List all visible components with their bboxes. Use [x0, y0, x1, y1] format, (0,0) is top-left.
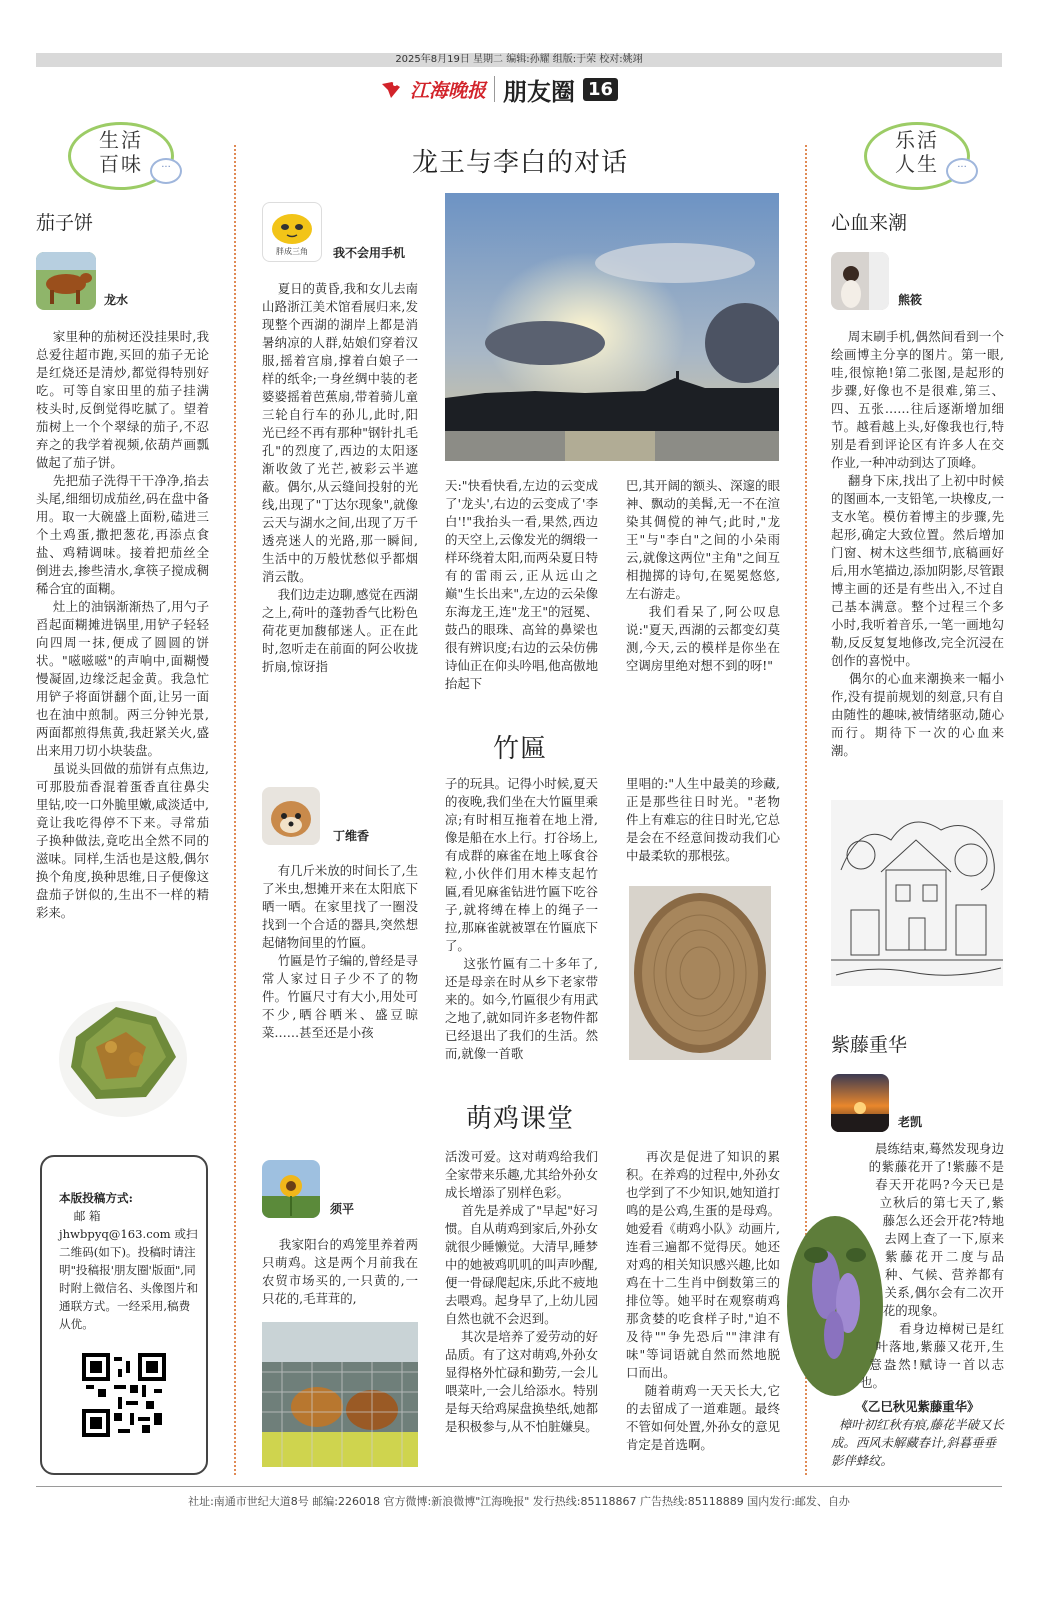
article-body-col3: 再次是促进了知识的累积。在养鸡的过程中,外孙女也学到了不少知识,她知道打鸣的是公鸡,生蛋的是母鸡。她爱看《萌鸡小队》动画片,连看三遍都不觉得厌。她还对鸡的相关知识感兴趣,比如鸡在十二生肖中倒数第三的排位等。她平时在观察萌鸡那贪婪的吃食样子时,"迫不及待""争先恐后""津津有味"等词语就自然而然地脱口而出。 随着萌鸡一天天长大,它的去留成了一道难题。最终不管如何处置,外孙女的意见肯定是首选啊。: [626, 1149, 780, 1452]
chickens-in-cage-photo: [262, 1322, 418, 1467]
qr-code[interactable]: [82, 1353, 166, 1437]
poem-title: 《乙巳秋见紫藤重华》: [855, 1399, 980, 1414]
article-title: 心血来潮: [831, 212, 908, 234]
article-body-intro: [831, 1140, 1004, 1394]
masthead: [380, 72, 680, 106]
author-name: 须平: [330, 1202, 355, 1216]
article-title: 竹匾: [492, 734, 547, 764]
article-body-col3: 巴,其开阔的额头、深邃的眼神、飘动的美髯,无一不在渲染其倜傥的神气;此时,"龙王"与"李白"之间的小朵雨云,就像这两位"主角"之间互相抛掷的诗句,在冕冕悠悠,左右游走。 我们看呆了,阿公叹息说:"夏天,西湖的云都变幻莫测,今天,云的模样是你坐在空调房里绝对想不到的呀!": [626, 478, 780, 673]
author-avatar: [831, 252, 889, 310]
footer-info: 社址:南通市世纪大道8号 邮编:226018 官方微博:新浪微博"江海晚报" 发行热线:85118867 广告热线:85118889 国内发行:邮发、自办: [188, 1495, 850, 1508]
speech-bubble-icon: ···: [946, 158, 978, 184]
submission-body: 邮 箱 jhwbpyq@163.com 或扫二维码(如下)。投稿时请注明"投稿报'朋友圈'版面",同时附上微信名、头像图片和通联方式。一经采用,稿费从优。: [59, 1209, 199, 1331]
article-body-col3: 里唱的:"人生中最美的珍藏,正是那些往日时光。"老物件上有难忘的往日时光,它总是会在不经意间拨动我们心中最柔软的那根弦。: [626, 776, 780, 863]
speech-bubble-icon: ···: [150, 158, 182, 184]
page-number: 16: [583, 78, 618, 101]
footer-rule: [36, 1486, 1002, 1487]
poem-text: 樟叶初红秋有痕,藤花半破又长成。西风未解藏春计,斜暮垂垂影伴蜂纹。: [831, 1417, 1004, 1468]
article-body-col2: 子的玩具。记得小时候,夏天的夜晚,我们坐在大竹匾里乘凉;有时相互拖着在地上滑,像是船在水上行。打谷场上,有成群的麻雀在地上啄食谷粒,小伙伴们用木棒支起竹匾,看见麻雀钻进竹匾下吃谷子,就将缚在棒上的绳子一拉,那麻雀就被罩在竹匾底下了。 这张竹匾有二十多年了,还是母亲在时从乡下老家带来的。如今,竹匾很少有用武之地了,就如同许多老物件都已经退出了我们的生活。然而,就像一首歌: [445, 776, 598, 1061]
bamboo-sieve-photo: [629, 886, 771, 1060]
author-avatar: [831, 1074, 889, 1132]
column-divider-left: [234, 145, 236, 1475]
masthead-separator: [494, 76, 495, 102]
article-body-col2: 活泼可爱。这对萌鸡给我们全家带来乐趣,尤其给外孙女成长增添了别样色彩。 首先是养成了"早起"好习惯。自从萌鸡到家后,外孙女就很少睡懒觉。大清早,睡梦中的她被鸡叽叽的叫声吵醒,便一骨碌爬起床,乐此不疲地去喂鸡。起身早了,上幼儿园自然也就不会迟到。 其次是培养了爱劳动的好品质。有了这对萌鸡,外孙女显得格外忙碌和勤劳,一会儿喂菜叶,一会儿给添水。特别是每天给鸡屎盘换垫纸,她都是积极参与,从不怕脏嫌臭。: [445, 1149, 598, 1434]
article-title: 紫藤重华: [831, 1034, 908, 1056]
article-title: 茄子饼: [36, 212, 94, 234]
author-avatar: [262, 787, 320, 845]
article-title: 龙王与李白的对话: [411, 148, 628, 178]
article-body: 家里种的茄树还没挂果时,我总爱往超市跑,买回的茄子无论是红烧还是清炒,都觉得特别好吃。可等自家田里的茄子挂满枝头时,反倒觉得吃腻了。望着茄树上一个个翠绿的茄子,不忍弃之的我学着视频,依葫芦画瓢做起了茄子饼。 先把茄子洗得干干净净,掐去头尾,细细切成茄丝,码在盘中备用。取一大碗盛上面粉,磕进三个土鸡蛋,撒把葱花,再添点食盐、鸡精调味。接着把茄丝全倒进去,掺些清水,拿筷子搅成稠稀合宜的面糊。 灶上的油锅渐渐热了,用勺子舀起面糊摊进锅里,用铲子轻轻向四周一抹,便成了圆圆的饼状。"嗞嗞嗞"的声响中,面糊慢慢凝固,边缘泛起金黄。我急忙用铲子将面饼翻个面,让另一面也在油中煎制。两三分钟光景,两面都煎得焦黄,我赶紧关火,盛出来用刀切小块装盘。 虽说头回做的茄饼有点焦边,可那股茄香混着蛋香直往鼻尖里钻,咬一口外脆里嫩,咸淡适中,竟让我吃得停不下来。寻常茄子换种做法,竟吃出全然不同的滋味。同样,生活也是这般,偶尔换个角度,换种思维,日子便像这盘茄子饼似的,生出不一样的精彩来。: [36, 329, 209, 920]
submission-info-box: [40, 1155, 208, 1475]
newspaper-name: 江海晚报: [410, 79, 487, 102]
author-avatar: [262, 202, 322, 262]
section-badge-leisure: [864, 122, 976, 192]
section-name: 朋友圈: [503, 76, 576, 106]
eggplant-pancake-photo: [56, 987, 191, 1125]
article-body-col1: 夏日的黄昏,我和女儿去南山路浙江美术馆看展归来,发现整个西湖的湖岸上都是消暑纳凉的人群,姑娘们穿着汉服,摇着宫扇,撑着白娘子一样的纸伞;一身丝绸中装的老婆婆摇着芭蕉扇,带着骑儿童三轮自行车的孙儿,此时,阳光已经不再有那种"钢针扎毛孔"的烈度了,西边的太阳逐渐收敛了光芒,被彩云半遮蔽。偶尔,从云缝间投射的光线,出现了"丁达尔现象",就像云天与湖水之间,出现了万千透亮迷人的光路,那一瞬间,生活中的万般忧愁似乎都烟消云散。 我们边走边聊,感觉在西湖之上,荷叶的蓬勃香气比粉色荷花更加馥郁迷人。正在此时,忽听走在前面的阿公收拢折扇,惊讶指: [262, 281, 419, 674]
article-body-col2: 天:"快看快看,左边的云变成了'龙头',右边的云变成了'李白'!"我抬头一看,果然,西边的天空上,云像发光的绸缎一样环绕着太阳,而两朵夏日特有的雷雨云,正从远山之巅"生长出来",左边的云朵像东海龙王,连"龙王"的冠冕、鼓凸的眼珠、高耸的鼻梁也很有辨识度;右边的云朵仿佛诗仙正在仰头吟唱,他高傲地抬起下: [445, 478, 598, 691]
west-lake-sunset-photo: [445, 193, 779, 461]
section-badge-text: 乐活 人生: [895, 128, 939, 176]
article-body-col1: 有几斤米放的时间长了,生了米虫,想摊开来在太阳底下晒一晒。在家里找了一圈没找到一个合适的器具,突然想起储物间里的竹匾。 竹匾是竹子编的,曾经是寻常人家过日子少不了的物件。竹匾尺寸有大小,用处可不少,晒谷晒米、盛豆晾菜……甚至还是小孩: [262, 863, 419, 1040]
submission-title: 本版投稿方式:: [59, 1191, 133, 1205]
article-body: 周末刷手机,偶然间看到一个绘画博主分享的图片。第一眼,哇,很惊艳!第二张图,是起形的步骤,好像也不是很难,第三、四、五张……往后逐渐增加细节。越看越上头,好像我也行,特别是看到评论区有许多人在交作业,一种冲动到达了顶峰。 翻身下床,找出了上初中时候的图画本,一支铅笔,一块橡皮,一支水笔。模仿着博主的步骤,先起形,确定大致位置。然后增加门窗、树木这些细节,底稿画好后,用水笔描边,添加阴影,尽管跟博主画的还是有些出入,不过自己基本满意。整个过程三个多小时,我听着音乐,一笔一画地勾勒,反反复复地修改,完全沉浸在创作的喜悦中。 偶尔的心血来潮换来一幅小作,没有提前规划的刻意,只有自由随性的趣味,被情绪驱动,随心而行。期待下一次的心血来潮。: [831, 329, 1005, 758]
house-sketch-drawing: [831, 800, 1003, 986]
author-name: 熊筱: [898, 293, 923, 307]
article-title: 萌鸡课堂: [465, 1104, 574, 1134]
newspaper-logo-icon: [380, 78, 402, 100]
section-badge-life: [68, 122, 180, 192]
article-body-col1: 我家阳台的鸡笼里养着两只萌鸡。这是两个月前我在农贸市场买的,一只黄的,一只花的,毛茸茸的,: [262, 1237, 418, 1306]
avatar-caption: 胖成三角: [276, 247, 308, 256]
date-editor-text: 2025年8月19日 星期二 编辑:孙耀 组版:于荣 校对:姚翊: [395, 54, 643, 65]
section-badge-text: 生活 百味: [99, 128, 143, 176]
author-name: 龙水: [104, 293, 129, 307]
author-name: 我不会用手机: [333, 246, 406, 260]
author-name: 老凯: [898, 1115, 923, 1129]
date-editor-bar: [36, 53, 1002, 67]
article-body-text: 晨练结束,蓦然发现身边的紫藤花开了!紫藤不是春天开花吗?今天已是立秋后的第七天了,紫藤怎么还会开花?特地去网上查了一下,原来紫藤花开二度与品种、气候、营养都有关系,偶尔会有二次开花的现象。 看身边樟树已是红叶落地,紫藤又花开,生意盎然!赋诗一首以志也。: [860, 1141, 1004, 1390]
author-avatar: [36, 252, 96, 310]
author-avatar: [262, 1160, 320, 1218]
author-name: 丁维香: [333, 829, 370, 843]
